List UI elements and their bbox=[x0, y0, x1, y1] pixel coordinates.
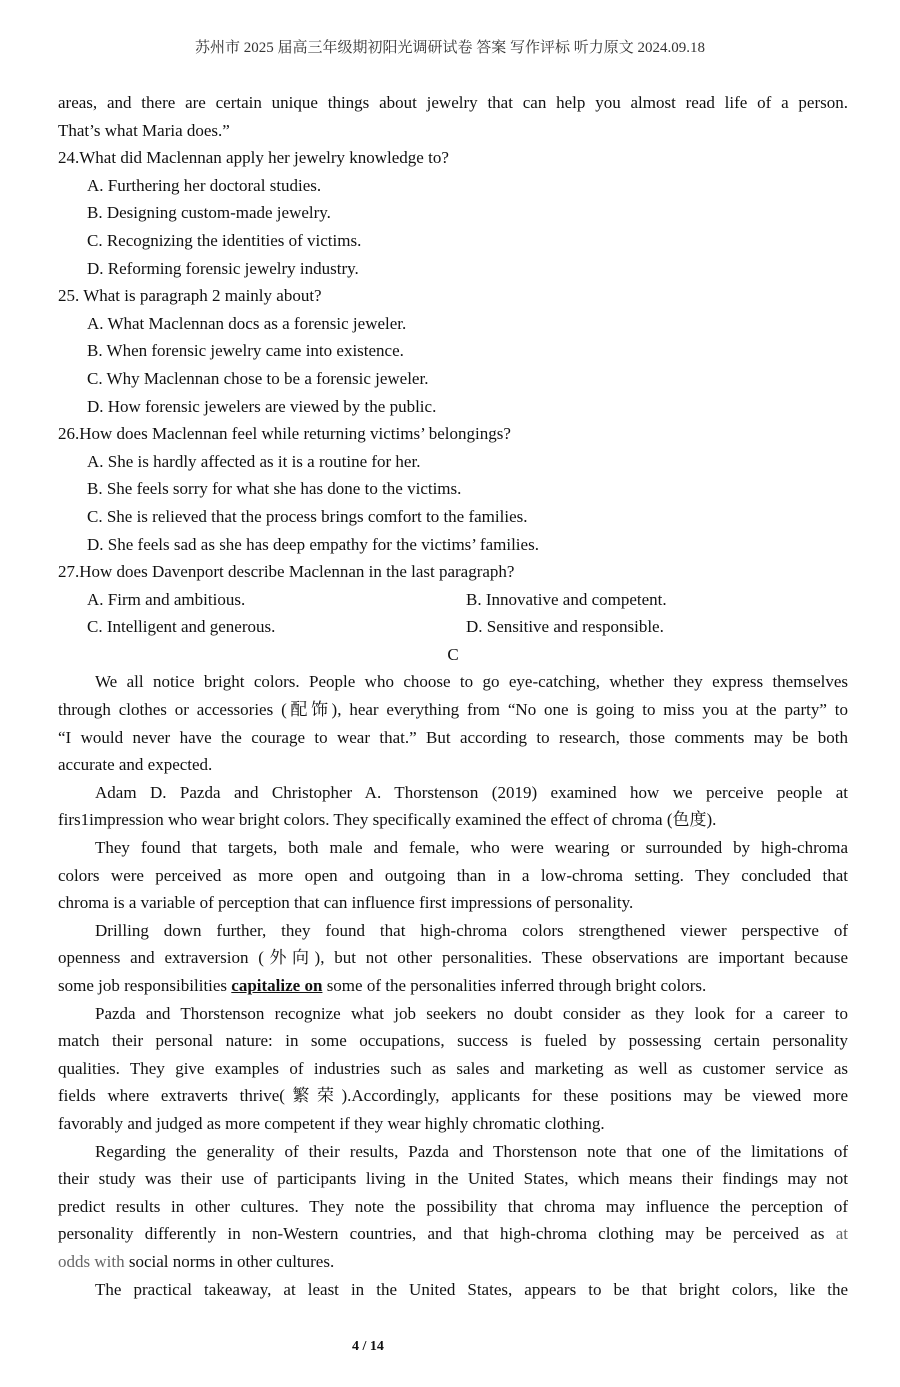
question-25-stem: 25. What is paragraph 2 mainly about? bbox=[58, 286, 322, 306]
passage-line: The practical takeaway, at least in the United States, appears to be that bright colors, like the bbox=[95, 1279, 848, 1299]
passage-line: match their personal nature: in some occupations, success is fueled by possessing certain personality bbox=[58, 1031, 848, 1051]
passage-line: Drilling down further, they found that high-chroma colors strengthened viewer perspective of bbox=[95, 920, 848, 940]
question-25-option-c: C. Why Maclennan chose to be a forensic jeweler. bbox=[87, 368, 429, 388]
page-content bbox=[58, 89, 848, 1303]
passage-line: favorably and judged as more competent if they wear highly chromatic clothing. bbox=[58, 1113, 605, 1133]
question-25-option-b: B. When forensic jewelry came into existence. bbox=[87, 341, 404, 361]
question-27-stem: 27.How does Davenport describe Maclennan in the last paragraph? bbox=[58, 562, 515, 582]
passage-text-gray: at bbox=[835, 1224, 848, 1244]
question-27-option-c: C. Intelligent and generous. bbox=[87, 617, 276, 637]
passage-line: their study was their use of participants living in the United States, which means their findings may not bbox=[58, 1169, 848, 1189]
question-24-option-c: C. Recognizing the identities of victims. bbox=[87, 230, 362, 250]
question-26-stem: 26.How does Maclennan feel while returning victims’ belongings? bbox=[58, 424, 511, 444]
passage-text: social norms in other cultures. bbox=[124, 1251, 335, 1271]
section-label: C bbox=[447, 644, 459, 664]
passage-line: firs1impression who wear bright colors. They specifically examined the effect of chroma (色度). bbox=[58, 810, 717, 830]
passage-line: chroma is a variable of perception that can influence first impressions of personality. bbox=[58, 893, 634, 913]
passage-line: predict results in other cultures. They note the possibility that chroma may influence the perception of bbox=[58, 1196, 848, 1216]
question-26-option-c: C. She is relieved that the process brings comfort to the families. bbox=[87, 506, 528, 526]
passage-text-gray: odds with bbox=[58, 1251, 125, 1271]
question-27-options-row-2 bbox=[58, 613, 848, 641]
passage-text: some of the personalities inferred through bright colors. bbox=[322, 976, 707, 995]
passage-line bbox=[58, 1248, 848, 1276]
question-26-option-b: B. She feels sorry for what she has done to the victims. bbox=[87, 479, 462, 499]
question-25-option-a: A. What Maclennan docs as a forensic jeweler. bbox=[87, 313, 407, 333]
passage-line: Pazda and Thorstenson recognize what job seekers no doubt consider as they look for a career to bbox=[95, 1003, 848, 1023]
passage-line: Regarding the generality of their results, Pazda and Thorstenson note that one of the limitations of bbox=[95, 1141, 848, 1161]
passage-text: some job responsibilities bbox=[58, 976, 232, 995]
passage-line: We all notice bright colors. People who choose to go eye-catching, whether they express themselves bbox=[95, 672, 848, 692]
question-25-option-d: D. How forensic jewelers are viewed by the public. bbox=[87, 396, 437, 416]
passage-line: colors were perceived as more open and outgoing than in a low-chroma setting. They concluded that bbox=[58, 865, 848, 885]
intro-line: areas, and there are certain unique things about jewelry that can help you almost read life of a person. bbox=[58, 93, 848, 112]
question-26-option-a: A. She is hardly affected as it is a routine for her. bbox=[87, 451, 421, 471]
passage-line: openness and extraversion (外向), but not other personalities. These observations are important because bbox=[58, 948, 848, 968]
question-24-option-d: D. Reforming forensic jewelry industry. bbox=[87, 258, 359, 278]
question-24-stem: 24.What did Maclennan apply her jewelry knowledge to? bbox=[58, 148, 449, 168]
vocabulary-term: capitalize on bbox=[231, 976, 323, 995]
question-27-options-row-1 bbox=[58, 586, 848, 614]
passage-line: They found that targets, both male and female, who were wearing or surrounded by high-chroma bbox=[95, 838, 848, 858]
page-header: 苏州市 2025 届高三年级期初阳光调研试卷 答案 写作评标 听力原文 2024.09.18 bbox=[194, 40, 705, 56]
passage-line: Adam D. Pazda and Christopher A. Thorstenson (2019) examined how we perceive people at bbox=[95, 782, 848, 802]
question-24-option-a: A. Furthering her doctoral studies. bbox=[87, 175, 322, 195]
question-26-option-d: D. She feels sad as she has deep empathy for the victims’ families. bbox=[87, 534, 539, 554]
page-number: 4 / 14 bbox=[352, 1339, 384, 1354]
question-27-option-d: D. Sensitive and responsible. bbox=[466, 617, 664, 637]
passage-line bbox=[58, 1220, 848, 1248]
passage-line: accurate and expected. bbox=[58, 755, 213, 775]
question-27-option-a: A. Firm and ambitious. bbox=[87, 589, 246, 609]
question-24-option-b: B. Designing custom-made jewelry. bbox=[87, 203, 331, 223]
passage-line bbox=[58, 972, 848, 1000]
passage-line: through clothes or accessories (配饰), hear everything from “No one is going to miss you at the party” to bbox=[58, 700, 848, 720]
passage-text: personality differently in non-Western countries, and that high-chroma clothing may be perceived as bbox=[58, 1224, 836, 1244]
question-27-option-b: B. Innovative and competent. bbox=[466, 589, 667, 609]
passage-line: fields where extraverts thrive(繁荣).Accordingly, applicants for these positions may be viewed more bbox=[58, 1086, 848, 1106]
intro-line: That’s what Maria does.” bbox=[58, 120, 230, 140]
passage-line: qualities. They give examples of industries such as sales and marketing as well as customer service as bbox=[58, 1058, 848, 1078]
passage-line: “I would never have the courage to wear that.” But according to research, those comments may be both bbox=[58, 727, 848, 747]
